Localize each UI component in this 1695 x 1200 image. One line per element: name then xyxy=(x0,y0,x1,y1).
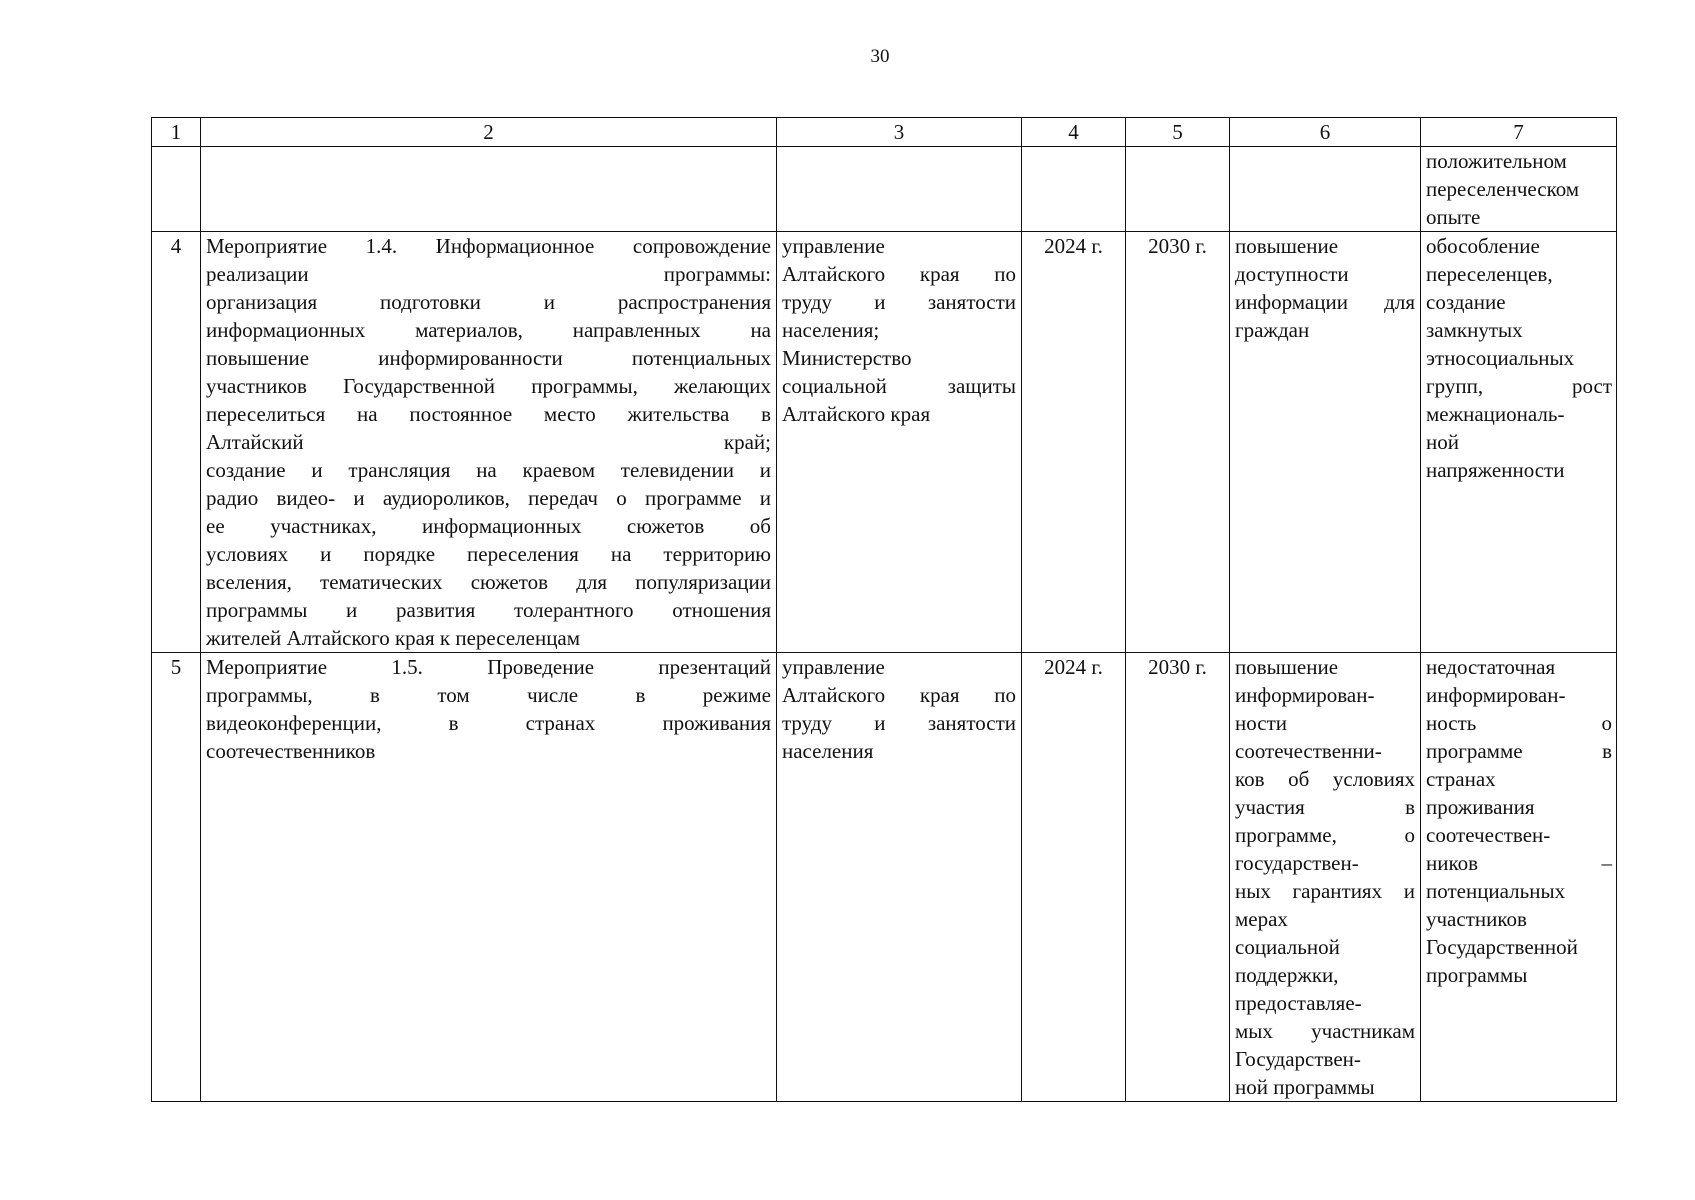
risk-cell xyxy=(1421,147,1617,232)
cell-line: участников Государственной программы, желающих xyxy=(206,374,771,398)
cell-line: ность о xyxy=(1426,711,1612,735)
table-row-continuation xyxy=(152,147,1617,232)
risk-cell xyxy=(1421,653,1617,1102)
cell-line: социальной защиты xyxy=(782,374,1016,398)
cell-line: управление xyxy=(782,655,885,679)
table-header-row xyxy=(152,118,1617,147)
cell-line: ности xyxy=(1235,711,1287,735)
cell-line: ее участниках, информационных сюжетов об xyxy=(206,514,771,538)
cell-line: Алтайского края xyxy=(782,402,931,426)
end-year-cell: 2030 г. xyxy=(1126,653,1230,1102)
cell-line: ков об условиях xyxy=(1235,767,1415,791)
cell-line: мых участникам xyxy=(1235,1019,1415,1043)
cell-line: Министерство xyxy=(782,346,912,370)
cell-line: социальной xyxy=(1235,935,1340,959)
cell-line: жителей Алтайского края к переселенцам xyxy=(206,626,581,650)
header-cell: 6 xyxy=(1230,118,1421,147)
cell-line: предоставляе- xyxy=(1235,991,1362,1015)
cell-line: информирован- xyxy=(1426,683,1566,707)
cell-line: положительном xyxy=(1426,149,1567,173)
result-cell xyxy=(1230,232,1421,653)
table-cell xyxy=(777,147,1022,232)
cell-line: опыте xyxy=(1426,205,1481,229)
cell-line: проживания xyxy=(1426,795,1535,819)
cell-line: программы и развития толерантного отношения xyxy=(206,598,771,622)
cell-line: участников xyxy=(1426,907,1527,931)
header-cell: 1 xyxy=(152,118,201,147)
executor-cell xyxy=(777,653,1022,1102)
cell-line: ной xyxy=(1426,430,1459,454)
cell-line: Алтайский край; xyxy=(206,430,771,454)
cell-line: граждан xyxy=(1235,318,1310,342)
description-cell xyxy=(201,653,777,1102)
cell-line: переселиться на постоянное место жительства в xyxy=(206,402,771,426)
header-cell: 7 xyxy=(1421,118,1617,147)
cell-line: Мероприятие 1.4. Информационное сопровождение xyxy=(206,234,771,258)
start-year-cell: 2024 г. xyxy=(1022,232,1126,653)
cell-line: условиях и порядке переселения на территорию xyxy=(206,542,771,566)
row-number-cell: 4 xyxy=(152,232,201,653)
cell-line: соотечествен- xyxy=(1426,823,1551,847)
cell-line: ных гарантиях и xyxy=(1235,879,1415,903)
cell-line: видеоконференции, в странах проживания xyxy=(206,711,771,735)
cell-line: вселения, тематических сюжетов для популяризации xyxy=(206,570,771,594)
cell-line: напряженности xyxy=(1426,458,1565,482)
cell-line: повышение xyxy=(1235,655,1339,679)
cell-line: создание и трансляция на краевом телевидении и xyxy=(206,458,771,482)
end-year-cell: 2030 г. xyxy=(1126,232,1230,653)
cell-line: государствен- xyxy=(1235,851,1359,875)
cell-line: переселенческом xyxy=(1426,177,1580,201)
table-cell xyxy=(1230,147,1421,232)
cell-line: населения xyxy=(782,739,874,763)
cell-line: Государственной xyxy=(1426,935,1578,959)
cell-line: поддержки, xyxy=(1235,963,1339,987)
cell-line: Алтайского края по xyxy=(782,683,1016,707)
cell-line: переселенцев, xyxy=(1426,262,1553,286)
start-year-cell: 2024 г. xyxy=(1022,653,1126,1102)
cell-line: ной программы xyxy=(1235,1075,1375,1099)
header-cell: 3 xyxy=(777,118,1022,147)
cell-line: групп, рост xyxy=(1426,374,1612,398)
cell-line: информирован- xyxy=(1235,683,1375,707)
cell-line: труду и занятости xyxy=(782,290,1016,314)
cell-line: программы xyxy=(1426,963,1528,987)
cell-line: Мероприятие 1.5. Проведение презентаций xyxy=(206,655,771,679)
table-cell xyxy=(1022,147,1126,232)
cell-line: повышение информированности потенциальных xyxy=(206,346,771,370)
cell-line: участия в xyxy=(1235,795,1415,819)
cell-line: обособление xyxy=(1426,234,1540,258)
page-number: 30 xyxy=(870,46,890,67)
cell-line: программе, о xyxy=(1235,823,1415,847)
header-cell: 2 xyxy=(201,118,777,147)
cell-line: ников – xyxy=(1426,851,1612,875)
header-cell: 4 xyxy=(1022,118,1126,147)
cell-line: организация подготовки и распространения xyxy=(206,290,771,314)
description-cell xyxy=(201,232,777,653)
risk-cell xyxy=(1421,232,1617,653)
header-cell: 5 xyxy=(1126,118,1230,147)
cell-line: межнациональ- xyxy=(1426,402,1565,426)
program-activities-table xyxy=(151,117,1617,1102)
cell-line: недостаточная xyxy=(1426,655,1556,679)
cell-line: соотечественников xyxy=(206,739,376,763)
result-cell xyxy=(1230,653,1421,1102)
cell-line: радио видео- и аудиороликов, передач о программе и xyxy=(206,486,771,510)
cell-line: повышение xyxy=(1235,234,1339,258)
table-cell xyxy=(201,147,777,232)
cell-line: населения; xyxy=(782,318,880,342)
cell-line: труду и занятости xyxy=(782,711,1016,735)
cell-line: информационных материалов, направленных на xyxy=(206,318,771,342)
cell-line: соотечественни- xyxy=(1235,739,1382,763)
cell-line: программы, в том числе в режиме xyxy=(206,683,771,707)
table-row xyxy=(152,232,1617,653)
row-number-cell: 5 xyxy=(152,653,201,1102)
cell-line: реализации программы: xyxy=(206,262,771,286)
cell-line: Алтайского края по xyxy=(782,262,1016,286)
cell-line: потенциальных xyxy=(1426,879,1566,903)
executor-cell xyxy=(777,232,1022,653)
cell-line: Государствен- xyxy=(1235,1047,1361,1071)
table-row xyxy=(152,653,1617,1102)
cell-line: создание xyxy=(1426,290,1506,314)
cell-line: информации для xyxy=(1235,290,1415,314)
cell-line: управление xyxy=(782,234,885,258)
cell-line: замкнутых xyxy=(1426,318,1523,342)
cell-line: странах xyxy=(1426,767,1496,791)
cell-line: доступности xyxy=(1235,262,1349,286)
cell-line: мерах xyxy=(1235,907,1288,931)
table-cell xyxy=(152,147,201,232)
cell-line: программе в xyxy=(1426,739,1612,763)
cell-line: этносоциальных xyxy=(1426,346,1575,370)
table-cell xyxy=(1126,147,1230,232)
